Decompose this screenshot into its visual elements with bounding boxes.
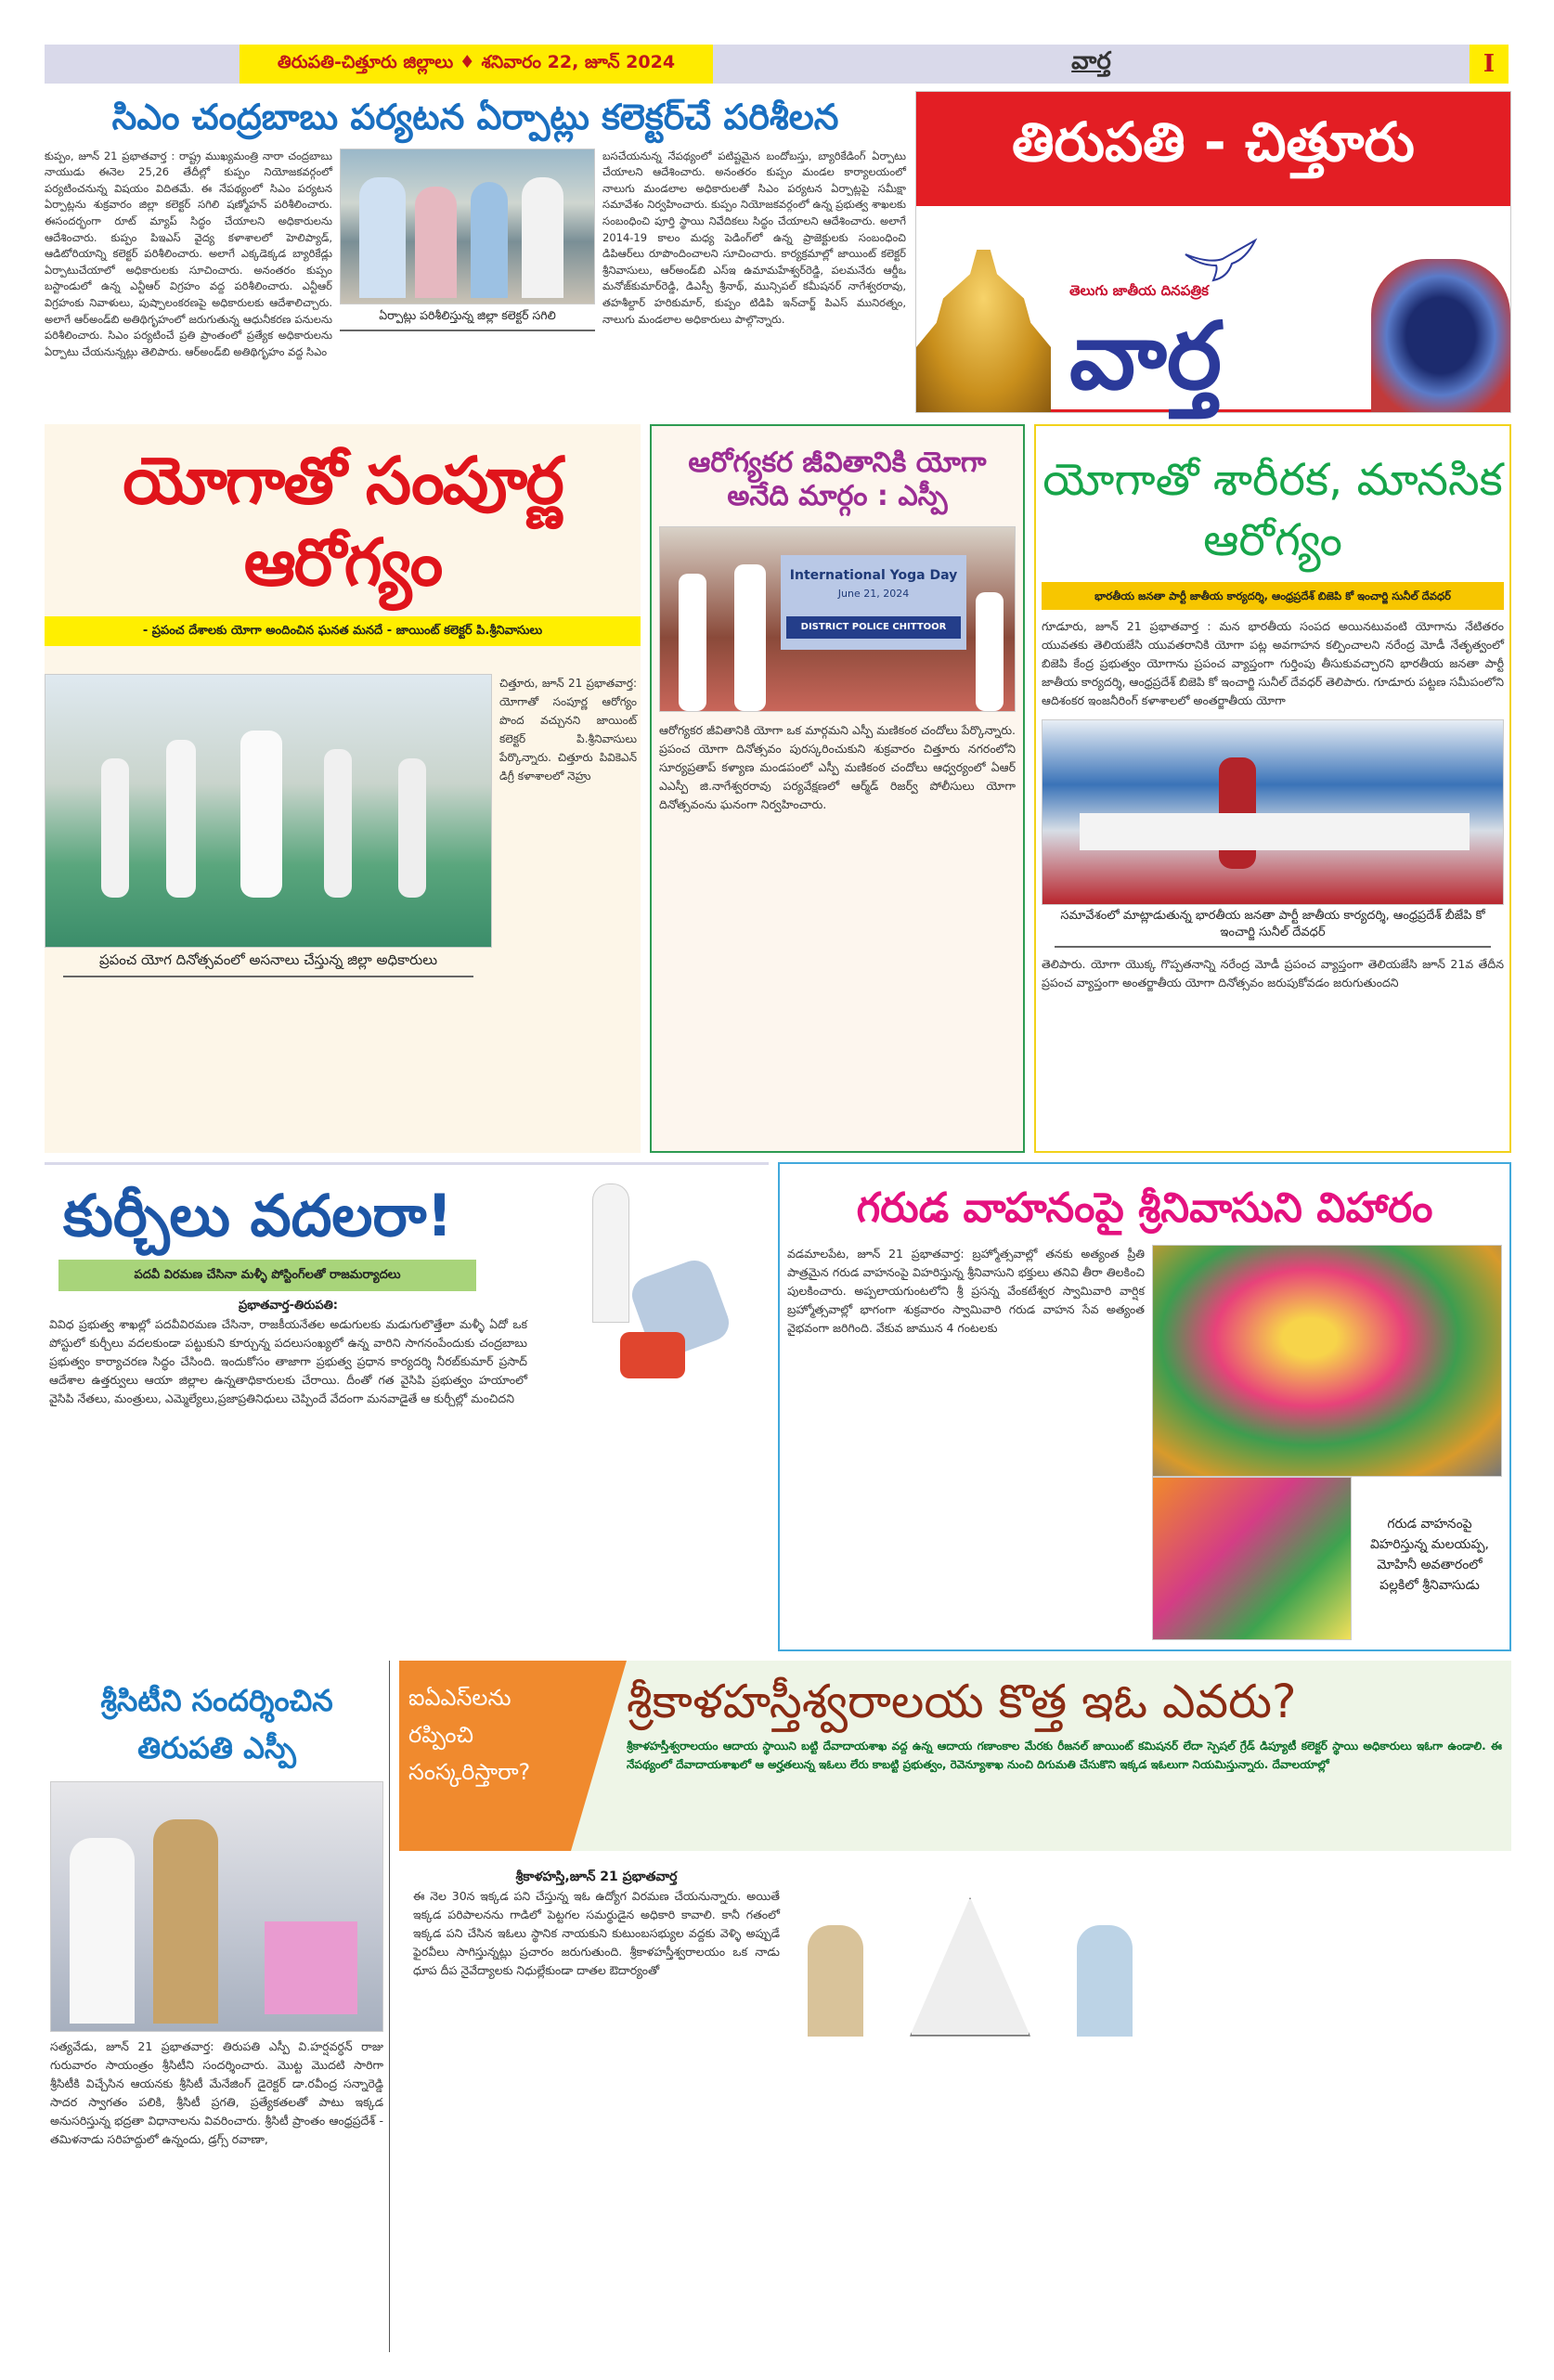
banner-text: International Yoga Day: [789, 568, 958, 583]
article-garuda: [778, 1162, 1511, 1651]
pallaki-photo: [1152, 1477, 1352, 1640]
article-body: తెలిపారు. యోగా యొక్క గొప్పతనాన్ని నరేంద్ర మోడీ ప్రపంచ వ్యాప్తంగా తెలియజేసి జూన్ 21వ తేదీన ప్రపంచ వ్యాప్తంగా అంతర్జాతీయ యోగా దినోత్సవం జరుపుకోవడం జరుగుతుందని: [1042, 956, 1504, 990]
article-body: వడమాలపేట, జూన్ 21 ప్రభాతవార్త: బ్రహ్మోత్సవాల్లో తనకు అత్యంత ప్రీతి పాత్రమైన గరుడ వాహనంపై విహరిస్తున్న శ్రీనివాసుని భక్తులు తనివి తీరా తిలకించి పులకించారు. అప్పలాయగుంటలోని శ్రీ ప్రసన్న వేంకటేశ్వర స్వామివారి వార్షిక బ్రహ్మోత్సవాల్లో భాగంగా శుక్రవారం స్వామివారి గరుడ వాహన సేవ అత్యంత వైభవంగా జరిగింది. వేకువ జామున 4 గంటలకు: [787, 1246, 1145, 1335]
sp-visit-photo: [50, 1781, 383, 2032]
article-cm-visit: [45, 91, 906, 413]
header-logo: వార్త: [1071, 47, 1111, 75]
headline: గరుడ వాహనంపై శ్రీనివాసుని విహారం: [856, 1184, 1433, 1232]
article-yoga-bjp: [1034, 424, 1511, 1153]
article-body: సత్యవేడు, జూన్ 21 ప్రభాతవార్త: తిరుపతి ఎస్పీ వి.హర్షవర్ధన్ రాజు గురువారం సాయంత్రం శ్రీసిటీని సందర్శించారు. మొట్ట మొదటి సారిగా శ్రీసిటీకి విచ్చేసిన ఆయనకు శ్రీసిటీ మేనేజింగ్ డైరెక్టర్ డా.రవీంద్ర సన్నారెడ్డి సాదర స్వాగతం పలికి, శ్రీసిటీ ప్రగతి, ప్రత్యేకతలతో పాటు ఇక్కడ అనుసరిస్తున్న భద్రతా విధానాలను వివరించారు. శ్రీసిటీ ప్రాంతం ఆంధ్రప్రదేశ్ - తమిళనాడు సరిహద్దులో ఉన్నందు, డ్రగ్స్ రవాణా,: [50, 2039, 383, 2147]
photo-caption: ఏర్పాట్లు పరిశీలిస్తున్న జిల్లా కలెక్టర్ సగిలి: [340, 304, 595, 331]
header-band: [399, 1661, 1511, 1851]
police-yoga-photo: [659, 526, 1016, 712]
article-body: వివిధ ప్రభుత్వ శాఖల్లో పదవీవిరమణ చేసినా, రాజకీయనేతల అడుగులకు మడుగులొత్తేలా మళ్ళీ ఏదో ఒక పోస్టులో కుర్చీలు వదలకుండా పట్టుకుని కూర్చున్న పదలుసంఖ్యలో ఉన్న వారిని సాగనంపేందుకు చంద్రబాబు ప్రభుత్వం కార్యాచరణ సిద్ధం చేసింది. ఇందుకోసం తాజాగా ప్రభుత్వ ప్రధాన కార్యదర్శి నీరబ్‌కుమార్ ప్రసాద్ ఆదేశాల ఉత్తర్వులు ఆయా జిల్లాల ఉన్నతాధికారులకు చేరాయి. దీంతో గత వైసిపి ప్రభుత్వం హయాంలో వైసిపి నేతలు, మంత్రులు, ఎమ్మెల్యేలు,ప్రజాప్రతినిధులు చెప్పిందే వేదంగా మనవాడైతే ఆ కుర్చీల్లో మంచిదని: [49, 1317, 527, 1406]
yoga-officials-photo: [45, 674, 492, 948]
dove-logo-icon: [1181, 236, 1264, 282]
temple-cartoon-illustration: [789, 1869, 1160, 2046]
article-body: బసచేయనున్న నేపథ్యంలో పటిష్టమైన బందోబస్తు, బ్యారికేడింగ్ ఏర్పాటు చేయాలని ఆదేశించారు. అనంతరం కుప్పం మండల కార్యాలయంలో నాలుగు మండలాల అధికారులతో సిఎం పర్యటన ఏర్పాట్లపై సమీక్షా సమావేశం నిర్వహించారు. కుప్పం నియోజకవర్గంలో ఉన్న ప్రభుత్వ శాఖలకు సంబంధించి పూర్తి స్థాయి నివేదికలు సిద్ధం చేయాలని ఆదేశించారు. అలాగే 2014-19 కాలం మధ్య పెడింగ్‌లో ఉన్న ప్రాజెక్టులకు సంబంధించి డిపిఆర్‌లు రూపొందించాలని సూచించారు. కార్యక్రమాల్లో జాయింట్ కలెక్టర్ శ్రీనివాసులు, ఆర్అండ్‌బి ఎస్ఇ ఉమామహేశ్వర్‌రెడ్డి, పలమనేరు ఆర్డీఒ మనోజ్‌కుమార్‌రెడ్డి, డిఎస్పీ శ్రీనాథ్, మున్సిపల్ కమీషనర్ నాగేశ్వరరావు, తహశీల్దార్ హరికుమార్, కుప్పం టిడిపి ఇన్‌చార్జ్ పిఎస్ మునిరత్నం, నాలుగు మండలాల అధికారులు పాల్గొన్నారు.: [602, 149, 906, 326]
garuda-vahanam-photo: [1152, 1245, 1502, 1477]
article-sricity: [45, 1661, 390, 2352]
article-intro: శ్రీకాళహస్తీశ్వరాలయం ఆదాయ స్థాయిని బట్టి దేవాదాయశాఖ వద్ద ఉన్న ఆదాయ గణాంకాల మేరకు రీజనల్ జాయింట్ కమిషనర్ లేదా స్పెషల్ గ్రేడ్ డిప్యూటీ కలెక్టర్ స్థాయి అధికారులు ఇఓగా ఉండాలి. ఈ నేపథ్యంలో దేవాదాయశాఖలో ఆ అర్హతలున్న ఇఓలు లేరు కాబట్టి ప్రభుత్వం, రెవెన్యూశాఖ నుంచి దిగుమతి చేసుకొని ఇక్కడ ఇఓలుగా నియమిస్తున్నారు. దేవాలయాల్లో: [627, 1739, 1502, 1771]
subheadline: భారతీయ జనతా పార్టీ జాతీయ కార్యదర్శి, ఆంధ్రప్రదేశ్ బిజెపి కో ఇంచార్జి సునీల్ దేవధర్: [1042, 582, 1504, 610]
masthead-logo: వార్త: [1069, 302, 1223, 410]
subheadline: పదవీ విరమణ చేసినా మళ్ళీ పోస్టింగ్‌లతో రాజమర్యాదలు: [58, 1260, 476, 1291]
banner-date: June 21, 2024: [837, 588, 910, 600]
page-number: I: [1470, 45, 1509, 84]
article-body: చిత్తూరు, జూన్ 21 ప్రభాతవార్త: యోగాతో సంపూర్ణ ఆరోగ్యం పొంద వచ్చునని జాయింట్ కలెక్టర్ పి.శ్రీనివాసులు పేర్కొన్నారు. చిత్తూరు పివికెఎన్ డిగ్రీ కళాశాలలో నెహ్రు: [499, 677, 637, 783]
masthead-tagline: తెలుగు జాతీయ దినపత్రిక: [1069, 282, 1209, 299]
headline: యోగాతో శారీరక, మానసిక ఆరోగ్యం: [1042, 454, 1503, 566]
photo-caption: గరుడ వాహనంపై విహరిస్తున్న మలయప్ప, మోహినీ అవతారంలో పల్లకిలో శ్రీనివాసుడు: [1369, 1516, 1490, 1593]
headline: శ్రీకాళహస్తీశ్వరాలయ కొత్త ఇఓ ఎవరు?: [627, 1674, 1297, 1728]
article-body: ఈ నెల 30న ఇక్కడ పని చేస్తున్న ఇఓ ఉద్యోగ విరమణ చేయనున్నారు. అయితే ఇక్కడ పరిపాలనను గాడిలో పెట్టగల సమర్థుడైన అధికారి కావాలి. కానీ గతంలో ఇక్కడ పని చేసిన ఇఓలు స్థానిక నాయకుని కుటుంబసభ్యుల వద్దకు వెళ్ళి అప్పుడే ఫైరవీలు సాగిస్తున్నట్లు ప్రచారం జరుగుతుంది. శ్రీకాళహస్తీశ్వరాలయం ఒక నాడు ధూప దీప నైవేద్యాలకు నిధుల్లేకుండా దాతల ఔదార్యంతో: [413, 1888, 780, 1977]
page-header-bar: [45, 45, 1509, 84]
article-srikalahasti: [399, 1661, 1511, 2352]
masthead: [915, 91, 1511, 413]
subheadline: - ప్రపంచ దేశాలకు యోగా అందించిన ఘనత మనదే - జాయింట్ కలెక్టర్ పి.శ్రీనివాసులు: [45, 616, 641, 646]
article-dateline: శ్రీకాళహస్తి,జూన్ 21 ప్రభాతవార్త: [515, 1869, 678, 1884]
masthead-region: తిరుపతి - చిత్తూరు: [916, 92, 1510, 206]
headline: కుర్చీలు వదలరా!: [63, 1182, 453, 1249]
collector-inspection-photo: [340, 149, 595, 304]
article-dateline: ప్రభాతవార్త-తిరుపతి:: [238, 1299, 338, 1313]
headline: ఆరోగ్యకర జీవితానికి యోగా అనేది మార్గం : ఎస్పీ: [688, 446, 987, 512]
banner-org: DISTRICT POLICE CHITTOOR: [786, 616, 961, 639]
chair-cartoon-illustration: [537, 1184, 759, 1425]
bjp-yoga-event-photo: [1042, 719, 1504, 905]
headline: సిఎం చంద్రబాబు పర్యటన ఏర్పాట్లు కలెక్టర్‌చే పరిశీలన: [111, 97, 839, 137]
vinayaka-idol-image: [1371, 259, 1510, 412]
kicker: ఐఏఎస్‌లను రప్పించి సంస్కరిస్తారా?: [399, 1661, 571, 1851]
article-body: ఆరోగ్యకర జీవితానికి యోగా ఒక మార్గమని ఎస్పీ మణికంఠ చందోలు పేర్కొన్నారు. ప్రపంచ యోగా దినోత్సవం పురస్కరించుకుని శుక్రవారం చిత్తూరు నగరంలోని సూర్యప్రతాప్ కళ్యాణ మండపంలో ఎస్పీ మణికంఠ చందోలు ఆధ్వర్యంలో ఏఆర్ ఎఎస్పీ జి.నాగేశ్వరరావు పర్యవేక్షణలో ఆర్మ్‌డ్ రిజర్వ్ పోలీసులు యోగా దినోత్సవంను ఘనంగా నిర్వహించారు.: [659, 723, 1016, 811]
article-chairs: [45, 1162, 769, 1651]
article-body: కుప్పం, జూన్ 21 ప్రభాతవార్త : రాష్ట్ర ముఖ్యమంత్రి నారా చంద్రబాబు నాయుడు ఈనెల 25,26 తేదీల్లో కుప్పం నియోజకవర్గంలో పర్యటించనున్న విషయం విదితమే. ఈ నేపథ్యంలో సిఎం పర్యటన ఏర్పాట్లను శుక్రవారం జిల్లా కలెక్టర్ సగిలి షణ్మోహన్ పరిశీలించారు. ఈసందర్భంగా రూట్ మ్యాప్ సిద్ధం చేయాలని అధికారులను ఆదేశించారు. కుప్పం పిఇఎస్ వైద్య కళాశాలలో హెలిప్యాడ్, ఆడిటోరియాన్ని కలెక్టర్ పరిశీలించారు. అలాగే ఎక్కడెక్కడ బ్యారికేడ్లు ఏర్పాటుచేయాలో అధికారులకు సూచించారు. అనంతరం కుప్పం బస్టాండులో ఉన్న ఎన్టీఆర్ విగ్రహం వద్ద పరిశీలించారు. ఎన్టీఆర్ విగ్రహంకు నివాళులు, పుష్పాలంకరణపై అధికారులకు ఆదేశాలిచ్చారు. అలాగే ఆర్అండ్‌బి అతిథిగృహంలో జరుగుతున్న ఆధునీకరణ పనులను పరిశీలించారు. సిఎం పర్యటించే ప్రతి ప్రాంతంలో ప్రత్యేక అధికారులను ఏర్పాటు చేయనున్నట్లు తెలిపారు. ఆర్అండ్‌బి అతిథిగృహం వద్ద సిఎం: [45, 149, 332, 358]
article-body: గూడూరు, జూన్ 21 ప్రభాతవార్త : మన భారతీయ సంపద అయినటువంటి యోగాను నేటితరం యువతకు తెలియజేసి యువతరానికి యోగా పట్ల అవగాహన కల్పించాలని నరేంద్ర మోడీ నేతృత్వంలో బిజెపి కేంద్ర ప్రభుత్వం యోగాను ప్రపంచ వ్యాప్తంగా గుర్తింపు తీసుకువచ్చారని భారతీయ జనతా పార్టీ జాతీయ కార్యదర్శి, ఆంధ్రప్రదేశ్ బిజెపి కో ఇంచార్జి సునీల్ దేవధర్ తెలిపారు. గూడూరు పట్టణ సమీపంలోని ఆదిశంకర ఇంజనీరింగ్ కళాశాలలో అంతర్జాతీయ యోగా: [1042, 618, 1504, 707]
photo-caption: సమావేశంలో మాట్లాడుతున్న భారతీయ జనతా పార్టీ జాతీయ కార్యదర్శి, ఆంధ్రప్రదేశ్ బీజేపి కో ఇంచార్జి సునీల్ దేవధర్: [1055, 905, 1491, 948]
photo-caption: ప్రపంచ యోగ దినోత్సవంలో అసనాలు చేస్తున్న జిల్లా అధికారులు: [63, 948, 473, 977]
article-yoga-health: [45, 424, 641, 1153]
headline: యోగాతో సంపూర్ణ ఆరోగ్యం: [123, 443, 563, 601]
article-yoga-sp: [650, 424, 1025, 1153]
headline: శ్రీసిటీని సందర్శించిన తిరుపతి ఎస్పీ: [100, 1682, 333, 1766]
dateline: తిరుపతి-చిత్తూరు జిల్లాలు ♦ శనివారం 22, జూన్ 2024: [240, 45, 713, 84]
kicker-triangle: [571, 1661, 627, 1851]
temple-gopuram-image: [916, 250, 1051, 412]
